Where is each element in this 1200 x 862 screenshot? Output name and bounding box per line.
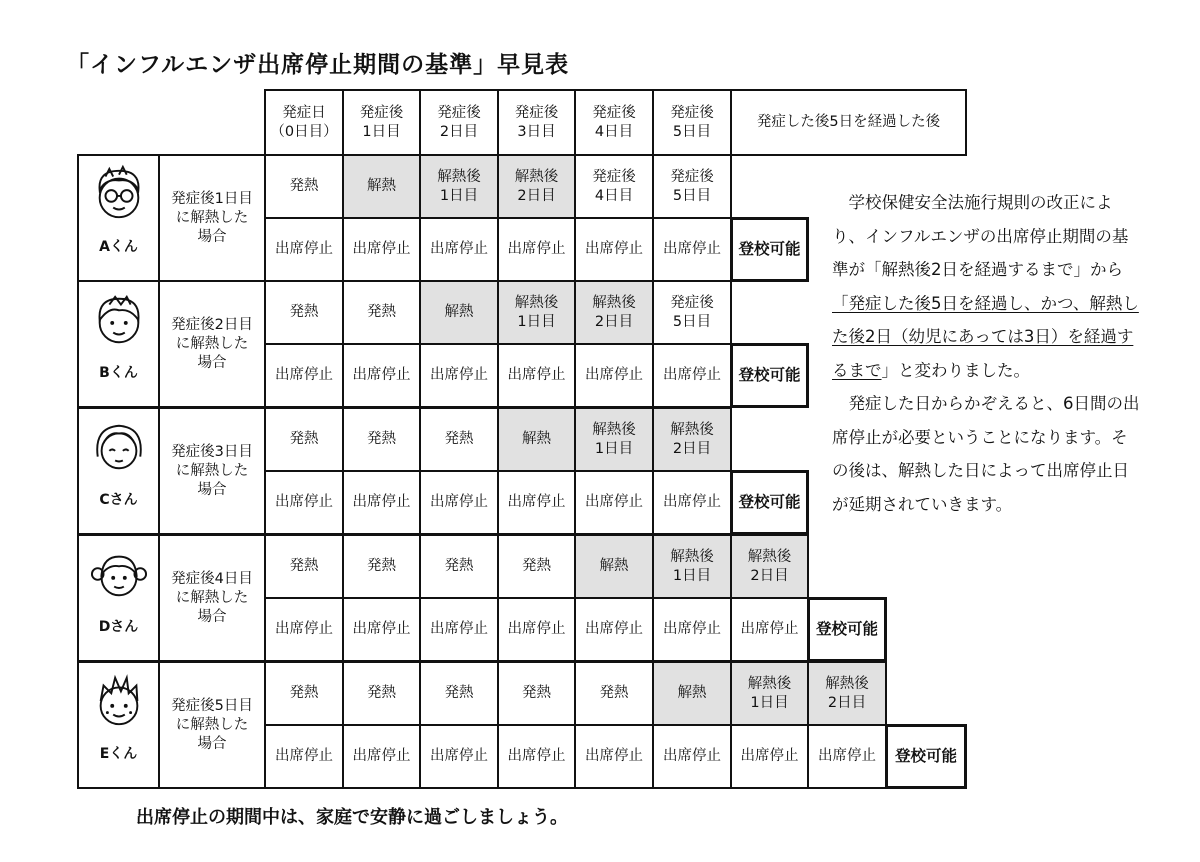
header-day-6: 発症した後5日を経過した後 [730,89,967,156]
attendance-stop-cell: 出席停止 [652,217,732,282]
case-description: 発症後4日目 に解熱した 場合 [158,534,266,662]
symptom-cell: 解熱後 2日目 [807,661,887,726]
note-text-a: 学校保健安全法施行規則の改正により、インフルエンザの出席停止期間の基準が「解熱後2日を経過するまで」から [832,193,1129,279]
case-name: Eくん [99,746,138,762]
attendance-stop-cell: 出席停止 [342,343,421,408]
symptom-cell: 解熱後 2日目 [497,154,576,219]
attendance-stop-cell: 出席停止 [342,217,421,282]
attendance-stop-cell: 出席停止 [652,343,732,408]
attendance-stop-cell: 出席停止 [342,597,421,662]
case-name: Aくん [99,239,138,255]
symptom-cell: 解熱 [652,661,732,726]
school-ok-cell: 登校可能 [730,470,809,535]
case-name-cell [77,407,160,535]
symptom-cell: 解熱後 2日目 [652,407,732,472]
attendance-stop-cell: 出席停止 [419,217,499,282]
symptom-cell: 発熱 [264,534,344,599]
symptom-cell: 解熱 [574,534,654,599]
attendance-stop-cell: 出席停止 [574,343,654,408]
symptom-cell: 解熱 [342,154,421,219]
attendance-stop-cell: 出席停止 [497,470,576,535]
header-day-2: 発症後 2日目 [419,89,499,156]
note-underlined-text: 「発症した後5日を経過し、かつ、解熱した後2日（幼児にあっては3日）を経過するまで [832,293,1139,380]
school-ok-cell: 登校可能 [885,724,967,789]
attendance-stop-cell: 出席停止 [574,597,654,662]
symptom-cell: 発熱 [264,661,344,726]
symptom-cell: 解熱 [497,407,576,472]
symptom-cell: 解熱 [419,280,499,345]
symptom-cell: 解熱後 1日目 [574,407,654,472]
attendance-stop-cell: 出席停止 [264,724,344,789]
attendance-stop-cell: 出席停止 [730,597,809,662]
note-text-b: 」と変わりました。 [881,360,1030,380]
case-name-cell [77,534,160,662]
symptom-cell: 発熱 [342,407,421,472]
school-ok-cell: 登校可能 [807,597,887,662]
header-day-0: 発症日 （0日目） [264,89,344,156]
attendance-stop-cell: 出席停止 [419,343,499,408]
symptom-cell: 発症後 5日目 [652,280,732,345]
symptom-cell: 発熱 [342,661,421,726]
attendance-stop-cell: 出席停止 [497,597,576,662]
symptom-cell: 発熱 [419,661,499,726]
attendance-stop-cell: 出席停止 [419,724,499,789]
symptom-cell: 発症後 4日目 [574,154,654,219]
note-paragraph-1 [832,186,1144,387]
symptom-cell: 発熱 [497,534,576,599]
explanation-note [832,186,1144,521]
case-name-cell [77,661,160,789]
case-description: 発症後1日目 に解熱した 場合 [158,154,266,282]
attendance-stop-cell: 出席停止 [652,724,732,789]
symptom-cell: 解熱後 1日目 [419,154,499,219]
symptom-cell: 解熱後 1日目 [652,534,732,599]
symptom-cell: 解熱後 1日目 [730,661,809,726]
attendance-stop-cell: 出席停止 [264,217,344,282]
footer-message: 出席停止の期間中は、家庭で安静に過ごしましょう。 [136,807,568,828]
boy-icon [90,290,148,356]
attendance-stop-cell: 出席停止 [574,470,654,535]
attendance-stop-cell: 出席停止 [419,470,499,535]
case-name-cell [77,280,160,408]
header-day-5: 発症後 5日目 [652,89,732,156]
symptom-cell: 発熱 [264,407,344,472]
case-description: 発症後5日目 に解熱した 場合 [158,661,266,789]
attendance-stop-cell: 出席停止 [264,470,344,535]
girl-pigtails-icon [90,544,148,610]
case-name-cell [77,154,160,282]
attendance-stop-cell: 出席停止 [497,343,576,408]
case-name: Dさん [98,619,139,635]
symptom-cell: 解熱後 1日目 [497,280,576,345]
symptom-cell: 発熱 [342,280,421,345]
header-day-1: 発症後 1日目 [342,89,421,156]
attendance-stop-cell: 出席停止 [652,597,732,662]
symptom-cell: 発症後 5日目 [652,154,732,219]
attendance-stop-cell: 出席停止 [497,724,576,789]
case-description: 発症後3日目 に解熱した 場合 [158,407,266,535]
header-day-4: 発症後 4日目 [574,89,654,156]
attendance-stop-cell: 出席停止 [652,470,732,535]
symptom-cell: 発熱 [419,407,499,472]
symptom-cell: 発熱 [264,154,344,219]
boy-glasses-icon [90,164,148,230]
boy-spiky-icon [90,671,148,737]
attendance-stop-cell: 出席停止 [807,724,887,789]
attendance-stop-cell: 出席停止 [264,343,344,408]
attendance-stop-cell: 出席停止 [497,217,576,282]
symptom-cell: 解熱後 2日目 [730,534,809,599]
page-title: 「インフルエンザ出席停止期間の基準」早見表 [66,52,570,78]
symptom-cell: 発熱 [419,534,499,599]
attendance-stop-cell: 出席停止 [342,724,421,789]
school-ok-cell: 登校可能 [730,217,809,282]
symptom-cell: 発熱 [342,534,421,599]
attendance-stop-cell: 出席停止 [419,597,499,662]
attendance-stop-cell: 出席停止 [730,724,809,789]
case-name: Bくん [99,365,138,381]
note-paragraph-2: 発症した日からかぞえると、6日間の出席停止が必要ということになります。その後は、解熱した日によって出席停止日が延期されていきます。 [832,394,1140,514]
school-ok-cell: 登校可能 [730,343,809,408]
header-day-3: 発症後 3日目 [497,89,576,156]
symptom-cell: 解熱後 2日目 [574,280,654,345]
case-description: 発症後2日目 に解熱した 場合 [158,280,266,408]
symptom-cell: 発熱 [574,661,654,726]
girl-icon [90,417,148,483]
attendance-stop-cell: 出席停止 [574,217,654,282]
case-name: Cさん [99,492,138,508]
attendance-stop-cell: 出席停止 [342,470,421,535]
symptom-cell: 発熱 [264,280,344,345]
attendance-stop-cell: 出席停止 [574,724,654,789]
attendance-stop-cell: 出席停止 [264,597,344,662]
symptom-cell: 発熱 [497,661,576,726]
